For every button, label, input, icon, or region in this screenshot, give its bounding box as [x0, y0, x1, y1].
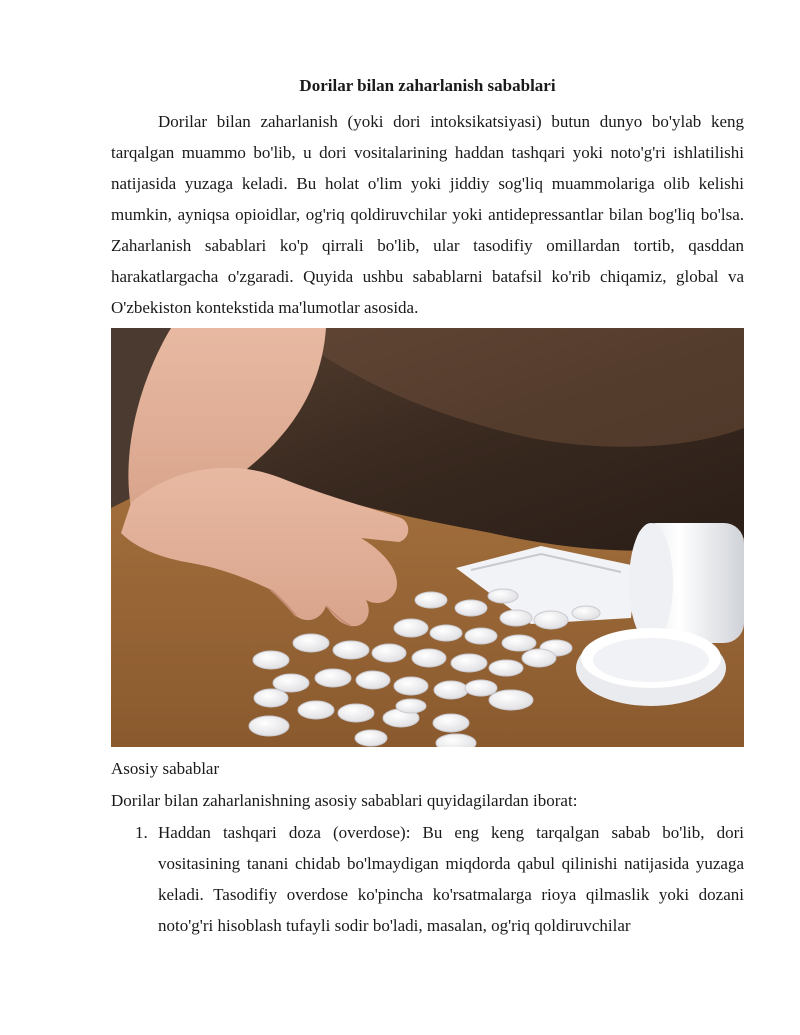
pills-photo [111, 328, 744, 747]
intro-paragraph: Dorilar bilan zaharlanish (yoki dori intoksikatsiyasi) butun dunyo bo'ylab keng tarqalgan muammo bo'lib, u dori vositalarining haddan tashqari yoki noto'g'ri ishlatilishi natijasida yuzaga keladi. Bu holat o'lim yoki jiddiy sog'liq muammolariga olib kelishi mumkin, ayniqsa opioidlar, og'riq qoldiruvchilar yoki antidepressantlar bilan bog'liq bo'lsa. Zaharlanish sabablari ko'p qirrali bo'lib, ular tasodifiy omillardan tortib, qasddan harakatlargacha o'zgaradi. Quyida ushbu sabablarni batafsil ko'rib chiqamiz, global va O'zbekiston kontekstida ma'lumotlar asosida. [111, 112, 744, 317]
section-heading: Asosiy sabablar [111, 759, 220, 778]
section-intro: Dorilar bilan zaharlanishning asosiy sabablari quyidagilardan iborat: [111, 791, 578, 810]
list-item [111, 817, 744, 941]
list-item-number: 1. [135, 823, 148, 842]
document-title: Dorilar bilan zaharlanish sabablari [299, 76, 556, 95]
list-item-text: Haddan tashqari doza (overdose): Bu eng keng tarqalgan sabab bo'lib, dori vositasining tanani chidab bo'lmaydigan miqdorda qabul qilinishi natijasida yuzaga keladi. Tasodifiy overdose ko'pincha ko'rsatmalarga rioya qilmaslik yoki dozani noto'g'ri hisoblash tufayli sodir bo'ladi, masalan, og'riq qoldiruvchilar [158, 823, 744, 935]
